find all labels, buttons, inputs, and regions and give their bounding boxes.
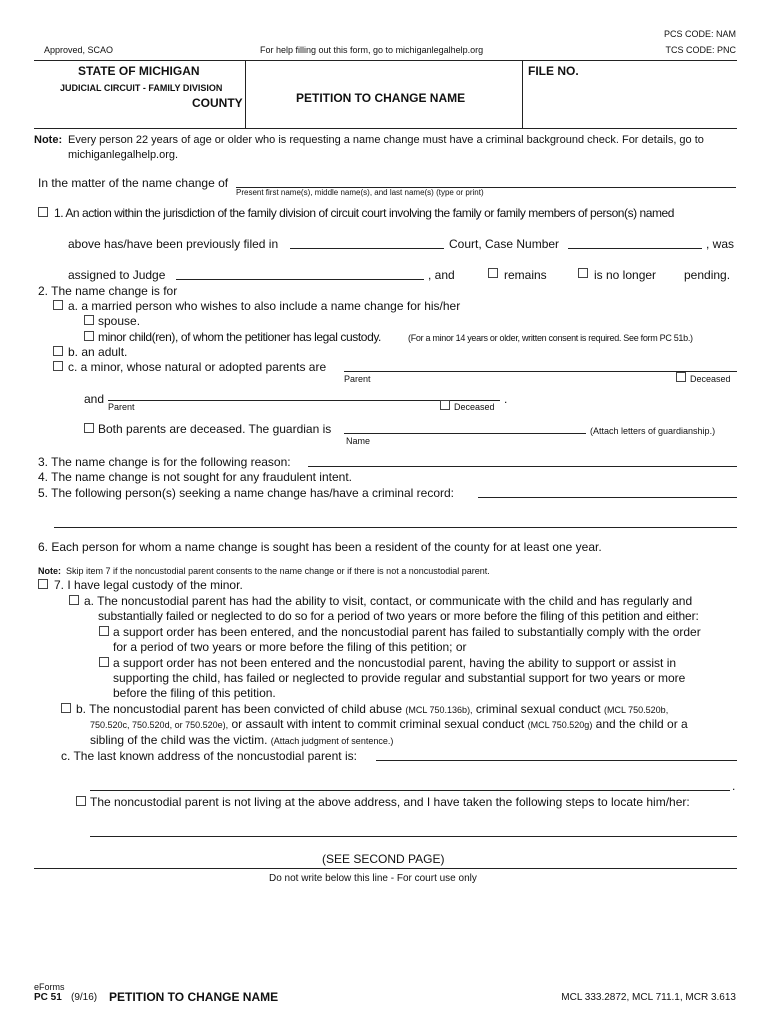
not-living-text: The noncustodial parent is not living at the above address, and I have taken the following steps to locate him/her: — [90, 795, 690, 809]
caption-top-border — [34, 60, 737, 61]
criminal-record-field-2[interactable] — [54, 527, 737, 528]
item7a-line2: substantially failed or neglected to do so for a period of two years or more before the filing of this petition and either: — [98, 609, 699, 623]
item2b-text: b. an adult. — [68, 345, 128, 359]
item1-and: , and — [428, 268, 455, 282]
not-living-checkbox[interactable] — [76, 796, 86, 806]
guardian-name-field[interactable] — [344, 433, 586, 434]
note7-text: Skip item 7 if the noncustodial parent consents to the name change or if there is not a noncustodial parent. — [66, 566, 490, 576]
item4-text: 4. The name change is not sought for any fraudulent intent. — [38, 470, 352, 484]
item7b-line2: 750.520c, 750.520d, or 750.520e), or assault with intent to commit criminal sexual conduct (MCL 750.520g) and the child or a — [90, 717, 688, 731]
parent2-deceased-label: Deceased — [454, 402, 495, 412]
item6-text: 6. Each person for whom a name change is sought has been a resident of the county for at least one year. — [38, 540, 602, 554]
item1-court-field[interactable] — [290, 248, 444, 249]
state-of-michigan: STATE OF MICHIGAN — [78, 64, 200, 78]
item1-no-longer-checkbox[interactable] — [578, 268, 588, 278]
and-label: and — [84, 392, 105, 406]
item1-remains-checkbox[interactable] — [488, 268, 498, 278]
judicial-circuit: JUDICIAL CIRCUIT - FAMILY DIVISION — [60, 83, 223, 93]
item2c-text: c. a minor, whose natural or adopted parents are — [68, 360, 327, 374]
support-order-not-entered-checkbox[interactable] — [99, 657, 109, 667]
note-line2: michiganlegalhelp.org. — [68, 149, 179, 161]
guardian-name-caption: Name — [346, 436, 371, 446]
note7-label: Note: — [38, 566, 61, 576]
footer-citations: MCL 333.2872, MCL 711.1, MCR 3.613 — [561, 992, 736, 1003]
matter-label: In the matter of the name change of — [38, 176, 229, 190]
court-use-only: Do not write below this line - For court use only — [269, 873, 477, 884]
both-deceased-checkbox[interactable] — [84, 423, 94, 433]
both-deceased-label: Both parents are deceased. The guardian is — [98, 422, 332, 436]
item1-case-number-field[interactable] — [568, 248, 702, 249]
minor-children-label: minor child(ren), of whom the petitioner has legal custody. — [98, 330, 381, 344]
tcs-code: TCS CODE: PNC — [665, 45, 736, 55]
support-order-entered-checkbox[interactable] — [99, 626, 109, 636]
parent1-deceased-checkbox[interactable] — [676, 372, 686, 382]
item1-no-longer: is no longer — [594, 268, 657, 282]
note-label: Note: — [34, 134, 63, 146]
reason-field[interactable] — [308, 466, 737, 467]
item1-was: , was — [706, 237, 735, 251]
support-order-entered-line1: a support order has been entered, and the noncustodial parent has failed to substantially comply with the order — [113, 625, 701, 639]
item1-text: 1. An action within the jurisdiction of the family division of circuit court involving the family or family members of person(s) named — [54, 206, 674, 220]
item2-heading: 2. The name change is for — [38, 284, 178, 298]
item1-remains: remains — [504, 268, 547, 282]
see-second-page: (SEE SECOND PAGE) — [322, 852, 445, 866]
attach-guardianship-note: (Attach letters of guardianship.) — [590, 426, 716, 436]
present-name-caption: Present first name(s), middle name(s), and last name(s) (type or print) — [236, 188, 484, 197]
parent1-deceased-label: Deceased — [690, 374, 731, 384]
parent2-deceased-checkbox[interactable] — [440, 400, 450, 410]
item1-judge-label: assigned to Judge — [68, 268, 166, 282]
last-address-field-1[interactable] — [376, 760, 737, 761]
note-line1: Every person 22 years of age or older who is requesting a name change must have a criminal background check. For details, go to — [68, 134, 704, 146]
caption-bottom-border — [34, 128, 737, 129]
minor-children-checkbox[interactable] — [84, 331, 94, 341]
form-id: PC 51 — [34, 992, 62, 1003]
help-text: For help filling out this form, go to michiganlegalhelp.org — [260, 45, 484, 55]
item2c-checkbox[interactable] — [53, 361, 63, 371]
item2a-checkbox[interactable] — [53, 300, 63, 310]
item7b-checkbox[interactable] — [61, 703, 71, 713]
last-address-field-2[interactable] — [90, 790, 730, 791]
item1-pending: pending. — [684, 268, 731, 282]
pcs-code: PCS CODE: NAM — [663, 29, 736, 39]
item1-judge-field[interactable] — [176, 279, 424, 280]
caption-divider-left — [245, 60, 246, 128]
item7c-text: c. The last known address of the noncustodial parent is: — [61, 749, 357, 763]
support-order-not-entered-line3: before the filing of this petition. — [113, 686, 276, 700]
spouse-label: spouse. — [98, 314, 141, 328]
item5-text: 5. The following person(s) seeking a name change has/have a criminal record: — [38, 486, 455, 500]
locate-steps-field[interactable] — [90, 836, 737, 837]
item7b-line1: b. The noncustodial parent has been convicted of child abuse (MCL 750.136b), criminal sexual conduct (MCL 750.520b, — [76, 702, 669, 716]
parent1-caption: Parent — [344, 374, 371, 384]
criminal-record-field-1[interactable] — [478, 497, 737, 498]
item1-filed-in-label: above has/have been previously filed in — [68, 237, 279, 251]
item7a-line1: a. The noncustodial parent has had the ability to visit, contact, or communicate with the child and has regularly and — [84, 594, 693, 608]
item3-text: 3. The name change is for the following reason: — [38, 455, 291, 469]
item7b-line3: sibling of the child was the victim. (Attach judgment of sentence.) — [90, 733, 394, 747]
support-order-not-entered-line2: supporting the child, has failed or neglected to provide regular and substantial support for two years or more — [113, 671, 686, 685]
item7-checkbox[interactable] — [38, 579, 48, 589]
last-address-period: . — [732, 779, 736, 793]
support-order-entered-line2: for a period of two years or more before the filing of this petition; or — [113, 640, 467, 654]
approved-scao: Approved, SCAO — [44, 45, 114, 55]
caption-divider-right — [522, 60, 523, 128]
footer-title: PETITION TO CHANGE NAME — [109, 990, 279, 1004]
file-no-label: FILE NO. — [528, 64, 579, 78]
item7a-checkbox[interactable] — [69, 595, 79, 605]
minor-consent-note: (For a minor 14 years or older, written consent is required. See form PC 51b.) — [408, 333, 693, 343]
item7-heading: 7. I have legal custody of the minor. — [54, 578, 243, 592]
item1-case-number-label: Court, Case Number — [449, 237, 560, 251]
court-use-divider — [34, 868, 737, 869]
item1-checkbox[interactable] — [38, 207, 48, 217]
county-label: COUNTY — [192, 96, 243, 110]
spouse-checkbox[interactable] — [84, 315, 94, 325]
parent2-period: . — [504, 392, 508, 406]
form-title: PETITION TO CHANGE NAME — [296, 91, 466, 105]
parent2-caption: Parent — [108, 402, 135, 412]
form-revision: (9/16) — [71, 992, 98, 1003]
item2a-text: a. a married person who wishes to also include a name change for his/her — [68, 299, 461, 313]
eforms-label: eForms — [34, 982, 65, 992]
support-order-not-entered-line1: a support order has not been entered and the noncustodial parent, having the ability to support or assist in — [113, 656, 677, 670]
item2b-checkbox[interactable] — [53, 346, 63, 356]
